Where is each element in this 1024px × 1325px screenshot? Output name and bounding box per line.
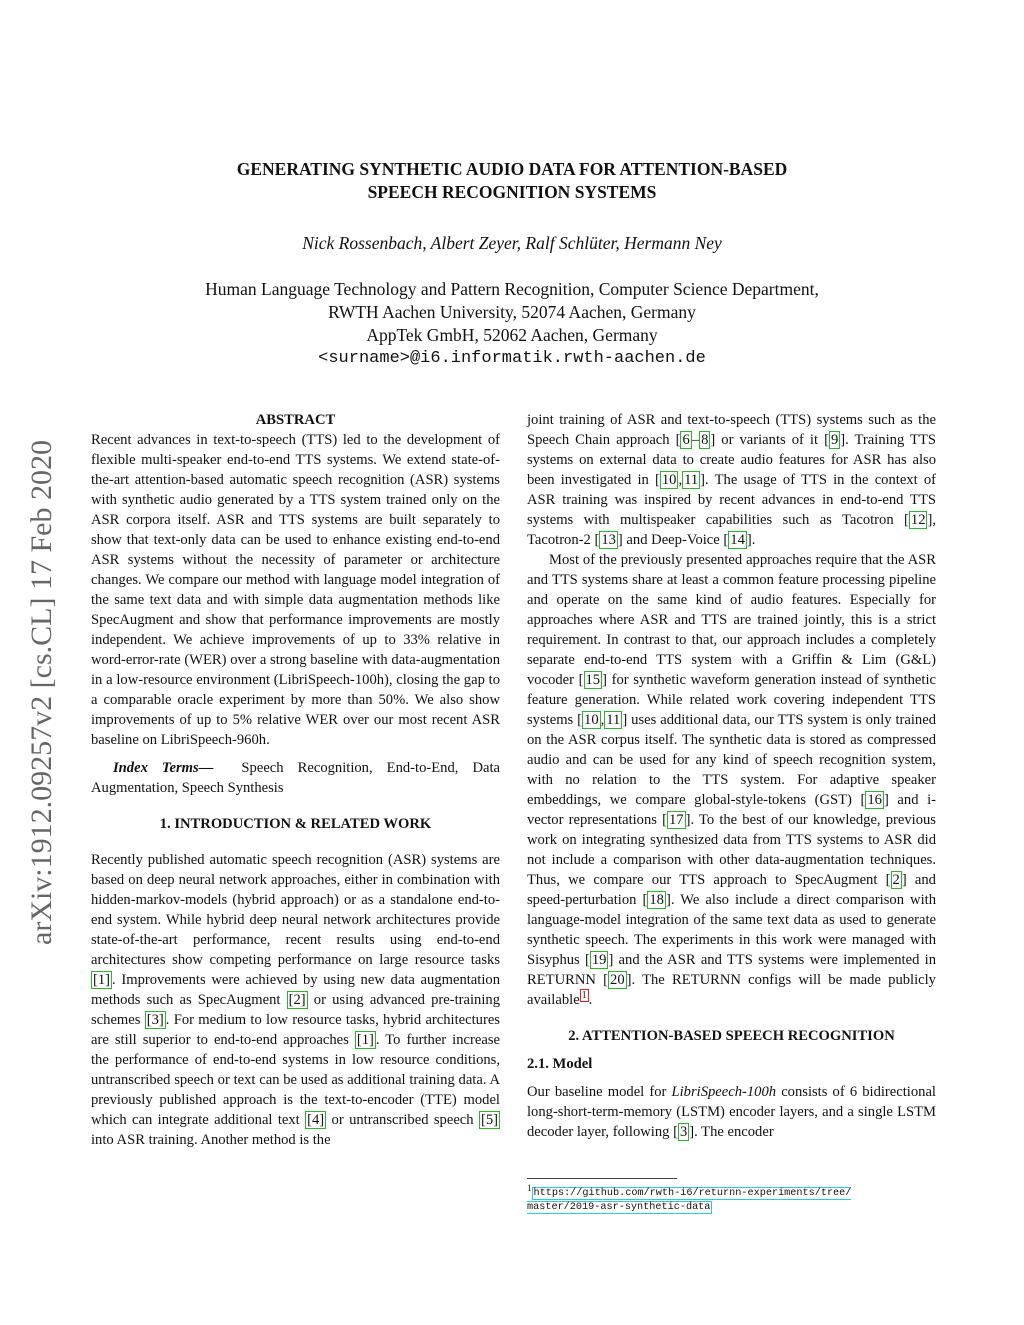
citation-link[interactable]: [2] [288, 992, 306, 1008]
citation-link[interactable]: 2 [892, 872, 900, 888]
arxiv-identifier: arXiv:1912.09257v2 [cs.CL] 17 Feb 2020 [25, 440, 58, 945]
citation-link[interactable]: [1] [356, 1032, 374, 1048]
left-column [91, 410, 500, 1150]
footnote [527, 1181, 939, 1215]
title-line-2: SPEECH RECOGNITION SYSTEMS [367, 182, 657, 202]
citation-link[interactable]: 18 [649, 892, 664, 908]
index-terms-label: Index Terms— [113, 760, 214, 776]
citation-link[interactable]: 10 [661, 472, 677, 488]
footnote-ref-link[interactable]: 1 [581, 990, 587, 1002]
citation-link[interactable]: [4] [307, 1112, 325, 1128]
citation-link[interactable]: 13 [601, 532, 616, 548]
right-column [527, 410, 936, 1142]
citation-link[interactable]: 19 [591, 952, 607, 968]
affiliation-line-3: AppTek GmbH, 52062 Aachen, Germany [366, 325, 658, 345]
footnote-rule [527, 1178, 677, 1179]
section-1-heading: 1. INTRODUCTION & RELATED WORK [159, 816, 432, 832]
abstract-heading: ABSTRACT [255, 412, 336, 428]
citation-link[interactable]: 9 [830, 432, 839, 448]
intro-paragraph-1-continued: joint training of ASR and text-to-speech (TTS) systems such as the Speech Chain approach [ 6 – 8 ] or variants of it [ 9 ]. Training TTS systems on external data to create audio features for ASR has also been investigated in [ 10 , 11 ]. The usage of TTS in the context of ASR training was inspired by recent advances in end-to-end TTS systems with multispeaker capabilities such as Tacotron [ 12 ], Tacotron-2 [ 13 ] and Deep-Voice [ 14 ]. [527, 412, 936, 548]
citation-link[interactable]: 16 [867, 792, 882, 808]
affiliation-block [112, 278, 912, 370]
abstract-text: Recent advances in text-to-speech (TTS) led to the development of flexible multi-speaker end-to-end TTS systems. We extend state-of-the-art attention-based automatic speech recognition (ASR) systems with synthetic audio generated by a TTS system trained only on the ASR corpora itself. ASR and TTS systems are built separately to show that text-only data can be used to enhance existing end-to-end ASR systems without the necessity of parameter or architecture changes. We compare our method with language model integration of the same text data and with simple data augmentation methods like SpecAugment and show that performance improvements are mostly independent. We achieve improvements of up to 33% relative in word-error-rate (WER) over a strong baseline with data-augmentation in a low-resource environment (LibriSpeech-100h), closing the gap to a comparable oracle experiment by more than 50%. We also show improvements of up to 5% relative WER over our most recent ASR baseline on LibriSpeech-960h. [91, 432, 500, 748]
citation-link[interactable]: [5] [480, 1112, 498, 1128]
citation-link[interactable]: 11 [606, 712, 621, 728]
author-list: Nick Rossenbach, Albert Zeyer, Ralf Schlüter, Hermann Ney [302, 233, 722, 253]
model-paragraph: Our baseline model for LibriSpeech-100h consists of 6 bidirectional long-short-term-memory (LSTM) encoder layers, and a single LSTM decoder layer, following [ 3 ]. The encoder [527, 1084, 936, 1140]
index-terms-text: Speech Recognition, End-to-End, Data Augmentation, Speech Synthesis [91, 760, 501, 796]
citation-link[interactable]: 17 [668, 812, 684, 828]
footnote-url-link[interactable]: https://github.com/rwth-i6/returnn-experiments/tree/ master/2019-asr-synthetic-data [527, 1188, 852, 1214]
citation-link[interactable]: [3] [146, 1012, 164, 1028]
author-email: <surname>@i6.informatik.rwth-aachen.de [318, 349, 706, 368]
citation-link[interactable]: [1] [93, 972, 111, 988]
title-line-1: GENERATING SYNTHETIC AUDIO DATA FOR ATTENTION-BASED [236, 159, 788, 179]
paper-title [112, 158, 912, 204]
citation-link[interactable]: 15 [585, 672, 601, 688]
affiliation-line-2: RWTH Aachen University, 52074 Aachen, Germany [328, 302, 696, 322]
intro-paragraph-2: Most of the previously presented approaches require that the ASR and TTS systems share at least a common feature processing pipeline and operate on the same kind of audio features. Especially for approaches where ASR and TTS are trained jointly, this is a strict requirement. In contrast to that, our approach includes a completely separate end-to-end TTS system with a Griffin & Lim (G&L) vocoder [ 15 ] for synthetic waveform generation instead of synthetic feature generation. While related work covering independent TTS systems [ 10 , 11 ] uses additional data, our TTS system is only trained on the ASR corpus itself. The synthetic data is stored as compressed audio and can be used for any kind of speech recognition system, with no relation to the TTS system. For adaptive speaker embeddings, we compare global-style-tokens (GST) [ 16 ] and i-vector representations [ 17 ]. To the best of our knowledge, previous work on integrating synthesized data from TTS systems to ASR did not include a comparison with other data-augmentation techniques. Thus, we compare our TTS approach to SpecAugment [ 2 ] and speed-perturbation [ 18 ]. We also include a direct comparison with language-model integration of the same text data as used to generate synthetic speech. The experiments in this work were managed with Sisyphus [ 19 ] and the ASR and TTS systems were implemented in RETURNN [ 20 ]. The RETURNN configs will be made publicly available $^1$ . [527, 552, 937, 1008]
index-terms [91, 758, 500, 798]
citation-link[interactable]: 12 [910, 512, 926, 528]
citation-link[interactable]: 11 [684, 472, 699, 488]
citation-link[interactable]: 6 [682, 432, 690, 448]
citation-link[interactable]: 20 [610, 972, 625, 988]
citation-link[interactable]: 3 [679, 1124, 688, 1140]
section-2-heading: 2. ATTENTION-BASED SPEECH RECOGNITION [568, 1028, 895, 1044]
citation-link[interactable]: 10 [584, 712, 599, 728]
intro-paragraph-1: Recently published automatic speech recognition (ASR) systems are based on deep neural network approaches, either in combination with hidden-markov-models (hybrid approach) or as a standalone end-to-end system. While hybrid deep neural network architectures provide state-of-the-art performance, recent results using end-to-end architectures show competing performance on large resource tasks [1] . Improvements were achieved by using new data augmentation methods such as SpecAugment [2] or using advanced pre-training schemes [3] . For medium to low resource tasks, hybrid architectures are still superior to end-to-end approaches [1] . To further increase the performance of end-to-end systems in low resource conditions, untranscribed speech or text can be used as additional training data. A previously published approach is the text-to-encoder (TTE) model which can integrate additional text [4] or untranscribed speech [5] into ASR training. Another method is the [91, 852, 500, 1148]
citation-link[interactable]: 14 [730, 532, 745, 548]
citation-link[interactable]: 8 [701, 432, 709, 448]
affiliation-line-1: Human Language Technology and Pattern Recognition, Computer Science Department, [205, 279, 819, 299]
footnote-mark: 1 [527, 1183, 532, 1193]
subsection-2-1-heading: 2.1. Model [527, 1056, 593, 1072]
